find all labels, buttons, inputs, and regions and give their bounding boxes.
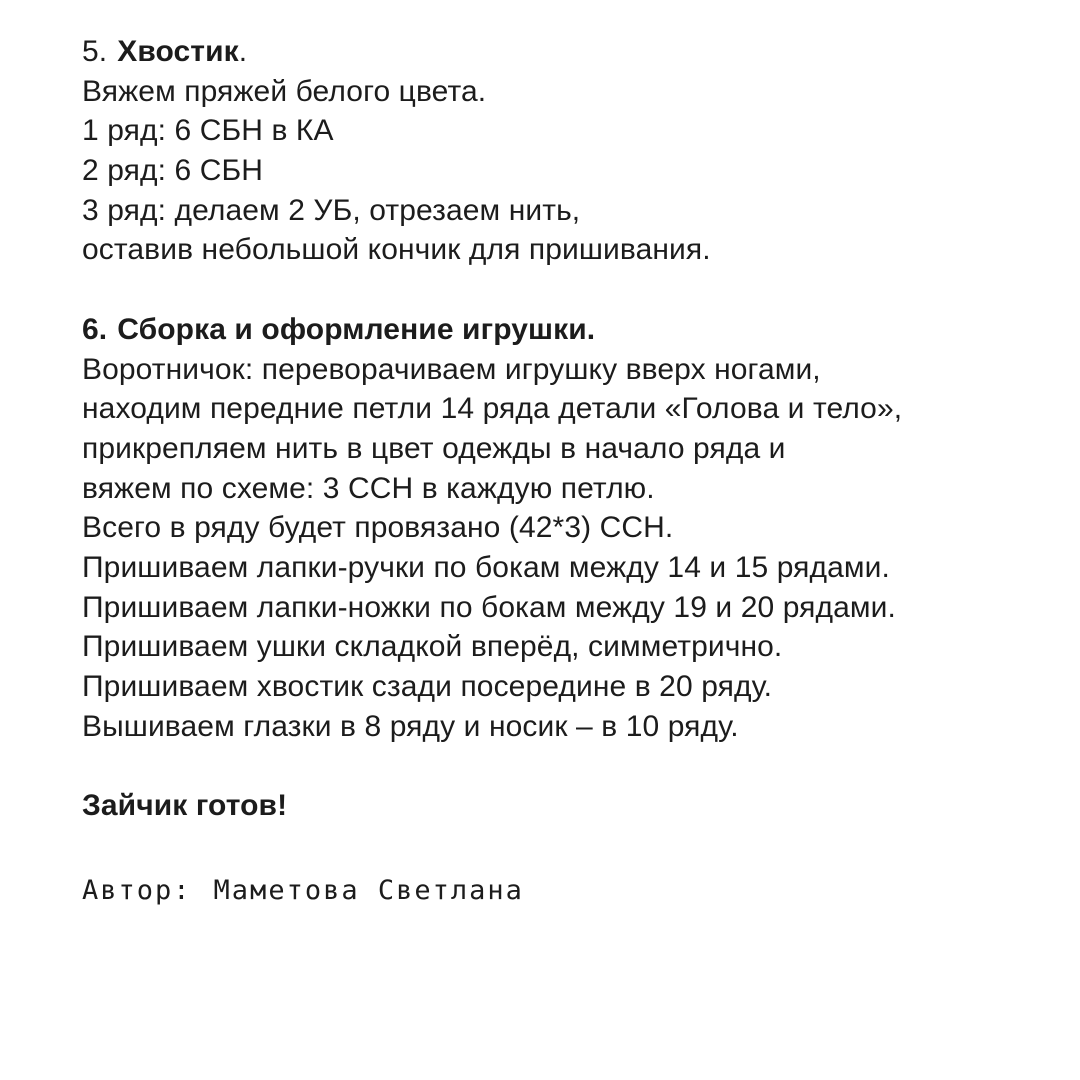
section-6-line: Пришиваем ушки складкой вперёд, симметрично. <box>82 630 783 664</box>
section-6-line: Пришиваем лапки-ручки по бокам между 14 и 15 рядами. <box>82 550 890 584</box>
section-5-line: Вяжем пряжей белого цвета. <box>82 74 487 108</box>
spacer <box>82 746 1072 786</box>
section-6-line: Пришиваем лапки-ножки по бокам между 19 и 20 рядами. <box>82 590 896 624</box>
spacer <box>82 270 1072 310</box>
section-6-line: вяжем по схеме: 3 ССН в каждую петлю. <box>82 471 655 505</box>
section-6-line: Всего в ряду будет провязано (42*3) ССН. <box>82 511 674 545</box>
author-line <box>82 871 1072 911</box>
author-label: Автор: <box>82 875 192 907</box>
section-6-number: 6. <box>82 312 108 346</box>
document-page <box>82 32 1072 911</box>
section-6-title: Сборка и оформление игрушки. <box>117 312 596 346</box>
section-5-number: 5. <box>82 35 108 68</box>
section-6-line: Вышиваем глазки в 8 ряду и носик – в 10 ряду. <box>82 709 739 743</box>
section-6-line: находим передние петли 14 ряда детали «Голова и тело», <box>82 392 903 426</box>
section-6-line: Пришиваем хвостик сзади посередине в 20 ряду. <box>82 670 773 703</box>
section-5-line: оставив небольшой кончик для пришивания. <box>82 233 711 267</box>
section-5-title-punct: . <box>238 35 248 68</box>
section-5-line: 3 ряд: делаем 2 УБ, отрезаем нить, <box>82 193 581 227</box>
section-5-title: Хвостик <box>117 35 239 68</box>
section-6-line: Воротничок: переворачиваем игрушку вверх ногами, <box>82 352 821 386</box>
section-6-line: прикрепляем нить в цвет одежды в начало ряда и <box>82 431 786 465</box>
author-name: Маметова Светлана <box>213 875 524 907</box>
finale-text: Зайчик готов! <box>82 789 288 823</box>
spacer <box>82 826 1072 866</box>
section-5-line: 2 ряд: 6 СБН <box>82 154 264 188</box>
section-5-heading <box>82 32 1072 72</box>
section-5-line: 1 ряд: 6 СБН в КА <box>82 114 334 148</box>
section-6-heading <box>82 310 1072 350</box>
